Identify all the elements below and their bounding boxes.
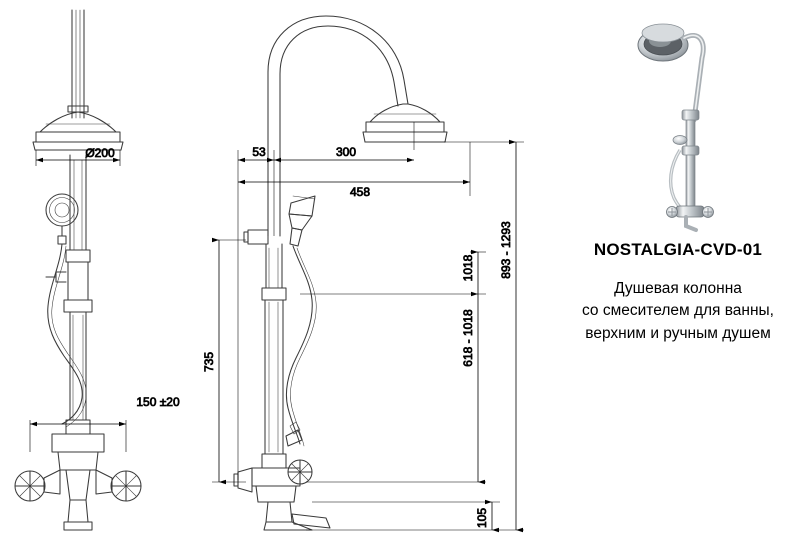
product-description [560,278,796,345]
product-description-line-1: Душевая колонна [614,280,742,297]
dim-head-diameter: Ø200 [85,146,115,160]
dim-arm-length: 300 [335,145,357,159]
side-view-geometry [234,16,447,530]
product-description-line-3: верхним и ручным душем [585,324,771,342]
product-info-panel [560,240,796,345]
dim-total-reach: 458 [349,185,371,199]
dimension-lines [30,122,524,530]
dim-total-height: 893 - 1293 [499,221,513,279]
dim-wall-to-riser: 53 [252,145,266,159]
dim-riser-range: 618 - 1018 [461,309,475,367]
dim-riser-upper: 1018 [461,254,475,282]
dim-handset-height: 735 [202,351,216,373]
product-description-line-2: со смесителем для ванны, [582,302,774,320]
product-code: NOSTALGIA-CVD-01 [593,240,763,259]
product-photo [638,24,714,230]
dim-mixer-spacing: 150 ±20 [136,395,180,409]
front-view-geometry [15,10,141,530]
dim-spout-height: 105 [475,507,489,529]
